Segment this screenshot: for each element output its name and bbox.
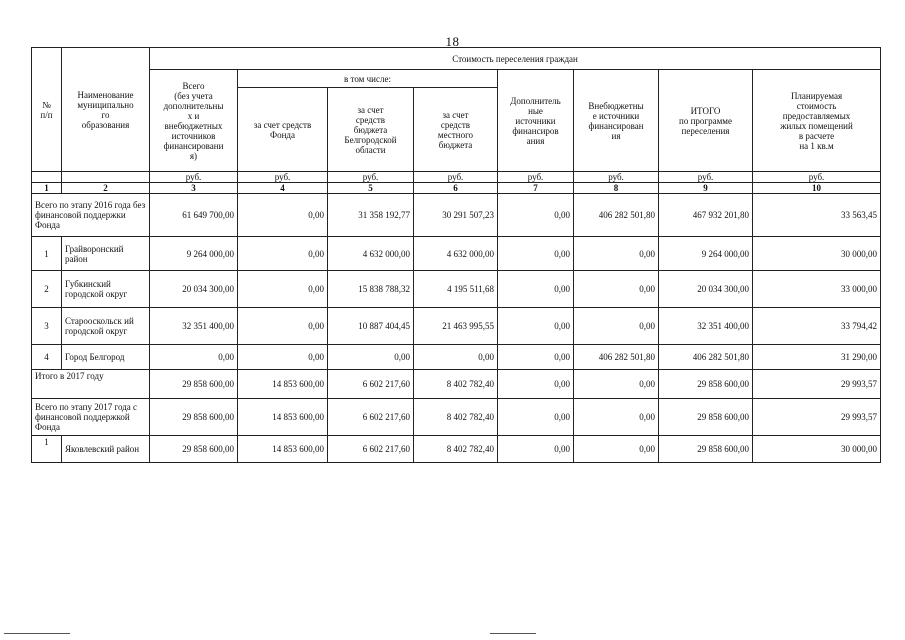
cell-region: 4 632 000,00 [328,237,414,271]
cell-region: 31 358 192,77 [328,194,414,237]
cell-local: 21 463 995,55 [414,308,498,345]
header-additional: Дополнитель ные источники финансиров ания [498,70,574,172]
cell-itogo: 29 858 600,00 [659,399,753,436]
cell-total: 20 034 300,00 [150,271,238,308]
header-no: № п/п [32,48,62,172]
column-number: 1 [32,183,62,194]
column-number: 3 [150,183,238,194]
cell-planned: 33 794,42 [753,308,881,345]
cell-offbudget: 0,00 [574,271,659,308]
cell-planned: 30 000,00 [753,237,881,271]
cell-offbudget: 406 282 501,80 [574,194,659,237]
table-row [32,436,881,463]
cell-local: 8 402 782,40 [414,436,498,463]
header-name: Наименование муниципально го образования [62,48,150,172]
table-row [32,308,881,345]
table-row-total-2017 [32,370,881,399]
cell-itogo: 467 932 201,80 [659,194,753,237]
header-including: в том числе: [238,70,498,88]
row-number: 1 [32,237,62,271]
column-number: 10 [753,183,881,194]
column-number: 2 [62,183,150,194]
cell-offbudget: 0,00 [574,436,659,463]
header-total: Всего (без учета дополнительны х и внебюджетных источников финансировани я) [150,70,238,172]
cell-itogo: 20 034 300,00 [659,271,753,308]
column-number: 9 [659,183,753,194]
units-cell: руб. [414,172,498,183]
cell-additional: 0,00 [498,436,574,463]
row-number: 3 [32,308,62,345]
header-group-title: Стоимость переселения граждан [150,48,881,70]
row-number: 2 [32,271,62,308]
units-cell: руб. [753,172,881,183]
cell-region: 6 602 217,60 [328,370,414,399]
units-cell [32,172,62,183]
header-row-2 [32,70,881,88]
cell-region: 15 838 788,32 [328,271,414,308]
row-name: Город Белгород [62,345,150,370]
units-cell: руб. [328,172,414,183]
cell-fund: 0,00 [238,194,328,237]
row-number: 4 [32,345,62,370]
cell-itogo: 29 858 600,00 [659,370,753,399]
table-row [32,237,881,271]
cell-total: 29 858 600,00 [150,370,238,399]
cell-fund: 0,00 [238,345,328,370]
scan-artifact-line [4,633,70,634]
column-numbers-row [32,183,881,194]
header-local: за счет средств местного бюджета [414,88,498,172]
row-name: Яковлевский район [62,436,150,463]
cell-additional: 0,00 [498,370,574,399]
cell-offbudget: 0,00 [574,370,659,399]
units-cell: руб. [659,172,753,183]
column-number: 6 [414,183,498,194]
cell-total: 32 351 400,00 [150,308,238,345]
row-name: Всего по этапу 2016 года без финансовой поддержки Фонда [32,194,150,237]
cell-additional: 0,00 [498,399,574,436]
cell-offbudget: 406 282 501,80 [574,345,659,370]
cell-fund: 14 853 600,00 [238,370,328,399]
header-planned-cost: Планируемая стоимость предоставляемых жилых помещений в расчете на 1 кв.м [753,70,881,172]
cell-fund: 0,00 [238,237,328,271]
cell-total: 61 649 700,00 [150,194,238,237]
table-row-total-2016 [32,194,881,237]
header-region: за счет средств бюджета Белгородской области [328,88,414,172]
cell-total: 29 858 600,00 [150,436,238,463]
cell-local: 0,00 [414,345,498,370]
row-name: Губкинский городской округ [62,271,150,308]
row-name: Старооскольск ий городской округ [62,308,150,345]
cell-region: 6 602 217,60 [328,399,414,436]
row-name: Итого в 2017 году [32,370,150,399]
units-row [32,172,881,183]
cell-total: 9 264 000,00 [150,237,238,271]
cell-additional: 0,00 [498,237,574,271]
units-cell: руб. [498,172,574,183]
cell-region: 6 602 217,60 [328,436,414,463]
header-offbudget: Внебюджетны е источники финансирован ия [574,70,659,172]
cell-total: 0,00 [150,345,238,370]
cell-planned: 33 000,00 [753,271,881,308]
table-row [32,345,881,370]
cell-planned: 29 993,57 [753,370,881,399]
cell-offbudget: 0,00 [574,237,659,271]
column-number: 7 [498,183,574,194]
page-number: 18 [445,34,460,49]
cell-offbudget: 0,00 [574,308,659,345]
cell-fund: 14 853 600,00 [238,436,328,463]
cell-additional: 0,00 [498,345,574,370]
cell-fund: 0,00 [238,308,328,345]
cell-itogo: 9 264 000,00 [659,237,753,271]
column-number: 4 [238,183,328,194]
units-cell: руб. [574,172,659,183]
column-number: 8 [574,183,659,194]
row-name: Грайворонский район [62,237,150,271]
cell-local: 4 195 511,68 [414,271,498,308]
row-number: 1 [32,436,62,463]
units-cell: руб. [150,172,238,183]
cell-planned: 30 000,00 [753,436,881,463]
cell-local: 4 632 000,00 [414,237,498,271]
cell-offbudget: 0,00 [574,399,659,436]
cell-planned: 33 563,45 [753,194,881,237]
scan-artifact-line [490,633,536,634]
column-number: 5 [328,183,414,194]
cell-total: 29 858 600,00 [150,399,238,436]
table-row-stage-2017 [32,399,881,436]
cell-fund: 14 853 600,00 [238,399,328,436]
cell-region: 10 887 404,45 [328,308,414,345]
cell-additional: 0,00 [498,308,574,345]
cell-itogo: 406 282 501,80 [659,345,753,370]
table-row [32,271,881,308]
header-itogo: ИТОГО по программе переселения [659,70,753,172]
cell-itogo: 32 351 400,00 [659,308,753,345]
cell-region: 0,00 [328,345,414,370]
cell-local: 30 291 507,23 [414,194,498,237]
units-cell [62,172,150,183]
cell-local: 8 402 782,40 [414,370,498,399]
cell-planned: 29 993,57 [753,399,881,436]
units-cell: руб. [238,172,328,183]
resettlement-cost-table [31,47,881,463]
cell-planned: 31 290,00 [753,345,881,370]
header-row-1 [32,48,881,70]
row-name: Всего по этапу 2017 года с финансовой поддержкой Фонда [32,399,150,436]
cell-additional: 0,00 [498,194,574,237]
cell-itogo: 29 858 600,00 [659,436,753,463]
header-fund: за счет средств Фонда [238,88,328,172]
cell-additional: 0,00 [498,271,574,308]
cell-local: 8 402 782,40 [414,399,498,436]
cell-fund: 0,00 [238,271,328,308]
